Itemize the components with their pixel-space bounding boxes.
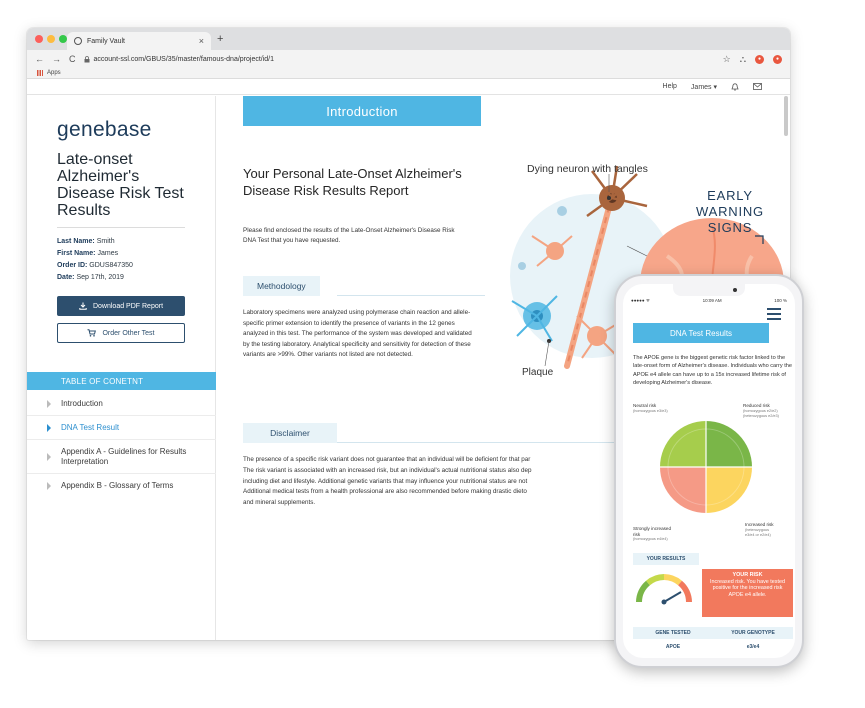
window-controls [35,35,67,43]
tab-favicon-icon [74,37,82,45]
last-name-label: Last Name: [57,238,95,245]
disclaimer-line: The risk variant is associated with an increased risk, but an individual's actual nutritional status also dep [243,466,532,474]
tab-close-icon[interactable]: × [198,36,204,46]
chevron-right-icon [47,453,51,461]
new-tab-button[interactable]: + [217,33,224,45]
download-pdf-label: Download PDF Report [92,302,164,310]
phone-screen [623,284,795,658]
user-menu[interactable]: James ▾ [690,83,717,91]
lock-icon [84,56,90,63]
chevron-right-icon [47,400,51,408]
address-bar[interactable] [84,53,715,66]
risk-gauge [633,568,695,608]
order-id-row [57,260,133,272]
close-window-button[interactable] [35,35,43,43]
last-name-row [57,236,133,248]
toc-header: TABLE OF CONETNT [27,372,216,390]
bookmark-apps[interactable]: Apps [47,70,61,76]
introduction-banner: Introduction [243,96,481,126]
order-other-test-button[interactable] [57,323,185,343]
intro-paragraph: Please find enclosed the results of the Late-Onset Alzheimer's Disease Risk DNA Test that you have requested. [243,227,455,244]
gauge-needle [664,592,681,602]
order-id-label: Order ID: [57,262,88,269]
disclaimer-line: and mineral supplements. [243,499,316,507]
url-text: account-ssl.com/GBUS/35/master/famous-dna/project/id/1 [93,55,275,63]
disclaimer-line: Additional medical tests from a health professional are also recommended before making drastic dieto [243,488,527,496]
phone-time: 10:09 AM [702,298,722,303]
toc-item-label: DNA Test Result [61,422,120,432]
toc-item-appendix-b[interactable] [27,474,216,498]
browser-tab[interactable] [67,32,211,50]
genotype-cell: e3/e4 [746,644,760,650]
order-other-test-label: Order Other Test [102,329,155,337]
strong-risk-label [633,526,673,543]
toc-item-dna-test-result[interactable] [27,416,216,440]
your-risk-title: YOUR RISK [732,572,763,578]
gene-tested-header: GENE TESTED [655,630,691,636]
toc-item-label: Appendix A - Guidelines for Results Interpretation [61,446,187,466]
disclaimer-line: including diet and lifestyle. Additional genetic variants that may influence your nutritional status are not [243,477,528,485]
disclaimer-paragraph [243,455,623,509]
your-risk-box [702,569,793,617]
table-of-contents [27,392,216,498]
bookmark-star-icon[interactable]: ☆ [722,53,731,64]
risk-wheel [660,421,752,513]
last-name-value: Smith [96,238,115,245]
phone-results-banner: DNA Test Results [633,323,769,343]
disclaimer-rule [337,442,627,443]
genotype-table-header [633,627,793,639]
strong-risk-title: Strongly increased risk [633,526,672,537]
disclaimer-heading: Disclaimer [243,423,337,443]
maximize-window-button[interactable] [59,35,67,43]
reduced-risk-label [743,403,779,420]
minimize-window-button[interactable] [47,35,55,43]
extension-icon[interactable]: ⛬ [739,53,746,64]
date-value: Sep 17th, 2019 [76,274,124,281]
app-header [27,79,790,95]
reduced-risk-sub1: (homozygous e2/e2) [743,408,778,413]
chevron-right-icon [47,424,51,432]
phone-status-bar [631,298,787,304]
neutral-risk-title: Neutral risk [633,403,657,408]
your-results-heading: YOUR RESULTS [633,553,699,565]
warning-line2: WARNING [696,204,764,219]
help-link[interactable]: Help [662,83,677,90]
sidebar [27,96,216,640]
gene-cell: APOE [665,644,681,650]
hamburger-menu-icon[interactable] [767,308,781,323]
genotype-table-row [633,641,793,653]
customer-meta [57,236,133,284]
toc-item-label: Introduction [61,398,103,408]
methodology-paragraph: Laboratory specimens were analyzed using polymerase chain reaction and allele-specific primer extension to identify the presence of variants in the 12 genes analyzed in this test. The performance of the system was developed and validated by the testing laboratory. Analytical specificity and sensitivity for detection of these variants are >99%. Other variants not listed are not detected. [243,309,472,358]
warning-line3: SIGNS [707,220,753,235]
toc-item-label: Appendix B - Glossary of Terms [61,481,174,490]
battery-icon: 100 % [774,298,787,303]
toolbar-actions [723,54,782,65]
bookmarks-bar [27,68,790,79]
download-icon [79,302,87,310]
tab-bar [27,28,790,50]
camera-icon [733,288,737,292]
divider [57,227,185,228]
tab-title: Family Vault [87,37,125,45]
reload-icon[interactable]: C [69,54,76,64]
date-label: Date: [57,274,75,281]
signal-icon: ●●●●● ᯤ [631,298,650,303]
your-genotype-header: YOUR GENOTYPE [731,630,775,636]
chevron-right-icon [47,482,51,490]
reduced-risk-title: Reduced risk [743,403,770,408]
methodology-rule [337,295,485,296]
phone-intro-text: The APOE gene is the biggest genetic risk factor linked to the late-onset form of Alzheimer's disease. Individuals who carry the APOE e4 allele can have up to a 15x increased lifetime risk of developing Alzheimer's disease. [633,355,793,386]
warning-line1: EARLY [707,188,753,203]
back-icon[interactable]: ← [35,54,44,64]
reduced-risk-sub2: (heterozygous e2/e3) [743,414,779,418]
toc-item-appendix-a[interactable] [27,440,216,474]
toc-item-introduction[interactable] [27,392,216,416]
page-title: Your Personal Late-Onset Alzheimer's Disease Risk Results Report [243,166,462,198]
order-id-value: GDUS847350 [89,262,133,269]
increased-risk-label [745,522,774,539]
plaque-label: Plaque [522,367,554,378]
brand-logo[interactable]: genebase [57,118,152,141]
cart-icon [87,329,96,337]
profile-icon[interactable]: ● [773,55,782,64]
disclaimer-line: The presence of a specific risk variant does not guarantee that an individual will be deficient for that par [243,456,531,463]
mail-icon[interactable] [753,83,762,90]
increased-risk-title: Increased risk [745,522,774,527]
phone-mockup [614,274,804,668]
neuron-label: Dying neuron with tangles [527,163,648,175]
increased-risk-sub2: e3/e4 or e2/e4) [745,533,771,537]
date-row [57,272,133,284]
first-name-value: James [97,250,119,257]
browser-toolbar [27,50,790,68]
increased-risk-sub1: (heterozygous [745,527,770,532]
extension-badge-icon[interactable]: ● [755,55,764,64]
neutral-risk-label [633,403,668,414]
strong-risk-sub: (homozygous e4/e4) [633,537,668,541]
forward-icon[interactable]: → [52,54,61,64]
your-risk-text: Increased risk. You have tested positive for the increased risk APOE e4 allele. [710,578,785,598]
apps-grid-icon [37,70,43,76]
neutral-risk-sub: (homozygous e3/e3) [633,408,668,413]
first-name-row [57,248,133,260]
scrollbar[interactable] [784,96,788,136]
report-title: Late-onset Alzheimer's Disease Risk Test Results [57,151,184,219]
download-pdf-button[interactable] [57,296,185,316]
first-name-label: First Name: [57,250,96,257]
methodology-heading: Methodology [243,276,320,296]
bell-icon[interactable] [731,83,739,91]
